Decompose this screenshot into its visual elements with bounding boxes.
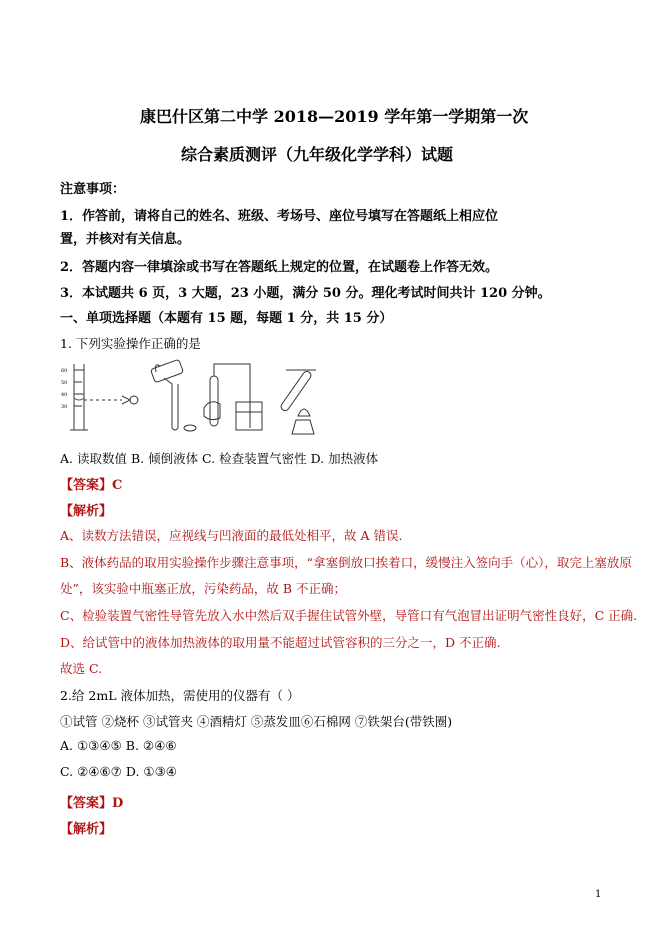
cylinder-mark-60: 60 — [61, 368, 68, 374]
question-1-stem: 1. 下列实验操作正确的是 — [60, 336, 201, 351]
notice-item-3: 3．本试题共 6 页，3 大题，23 小题，满分 50 分。理化考试时间共计 120 分钟。 — [60, 286, 551, 301]
question-1-analysis-a: A、读数方法错误，应视线与凹液面的最低处相平，故 A 错误. — [60, 528, 403, 543]
question-1-analysis-b1: B、液体药品的取用实验操作步骤注意事项，“拿塞倒放口挨着口，缓慢注入签向手（心），取完上塞放原 — [60, 555, 632, 570]
title-line-2: 综合素质测评（九年级化学学科）试题 — [181, 145, 454, 164]
cylinder-mark-40: 40 — [61, 392, 68, 398]
graduated-cylinder-icon — [70, 364, 138, 430]
question-1-analysis-b2: 处”，该实验中瓶塞正放，污染药品，故 B 不正确； — [60, 581, 347, 596]
airtightness-check-icon — [204, 364, 262, 430]
question-2-options-cd: C. ②④⑥⑦ D. ①③④ — [60, 764, 178, 779]
pouring-liquid-icon — [151, 359, 196, 431]
page-number: 1 — [595, 889, 602, 900]
question-1-conclusion: 故选 C. — [60, 661, 103, 676]
question-1-analysis-label: 【解析】 — [60, 504, 113, 519]
question-2-items: ①试管 ②烧杯 ③试管夹 ④酒精灯 ⑤蒸发皿⑥石棉网 ⑦铁架台(带铁圈) — [60, 714, 453, 729]
cylinder-mark-50: 50 — [61, 380, 68, 386]
question-1-answer: 【答案】C — [60, 478, 123, 493]
question-1-analysis-d: D、给试管中的液体加热液体的取用量不能超过试管容积的三分之一，D 不正确. — [60, 635, 501, 650]
notice-item-2: 2．答题内容一律填涂或书写在答题纸上规定的位置，在试题卷上作答无效。 — [60, 260, 499, 275]
notice-item-1a: 1．作答前，请将自己的姓名、班级、考场号、座位号填写在答题纸上相应位 — [60, 209, 499, 224]
question-1-analysis-c: C、检验装置气密性导管先放入水中然后双手握住试管外壁，导管口有气泡冒出证明气密性良好，C 正确. — [60, 608, 638, 623]
section-heading: 一、单项选择题（本题有 15 题，每题 1 分，共 15 分） — [60, 311, 393, 326]
experiment-illustration — [60, 358, 360, 438]
notice-item-1b: 置，并核对有关信息。 — [60, 232, 191, 247]
question-2-analysis-label: 【解析】 — [60, 822, 113, 837]
question-1-options: A. 读取数值 B. 倾倒液体 C. 检查装置气密性 D. 加热液体 — [60, 451, 379, 466]
notice-heading: 注意事项： — [60, 182, 126, 197]
question-2-stem: 2.给 2mL 液体加热，需使用的仪器有（ ） — [60, 688, 300, 703]
heating-liquid-icon — [280, 370, 316, 434]
question-2-answer: 【答案】D — [60, 796, 124, 811]
title-line-1: 康巴什区第二中学 2018—2019 学年第一学期第一次 — [140, 107, 529, 126]
question-2-options-ab: A. ①③④⑤ B. ②④⑥ — [60, 738, 177, 753]
cylinder-mark-30: 30 — [61, 404, 68, 410]
